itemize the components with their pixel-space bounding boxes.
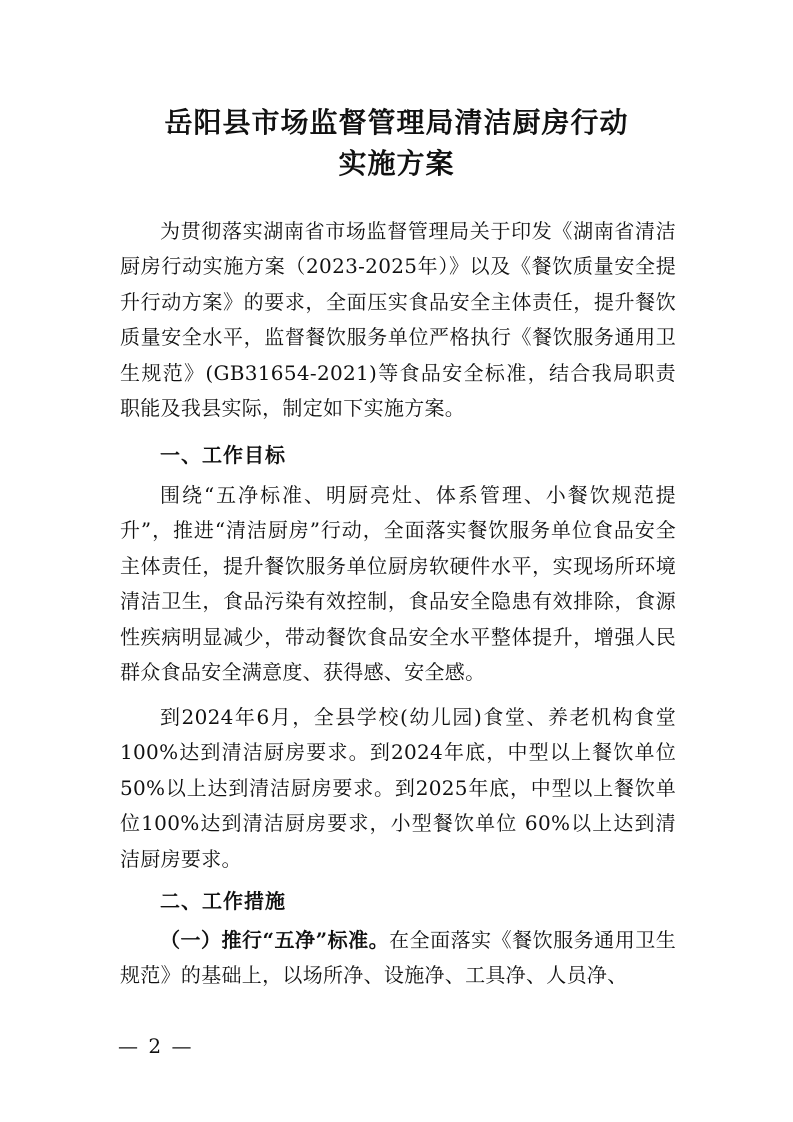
- section1-paragraph-targets: 到2024年6月，全县学校(幼儿园)食堂、养老机构食堂100%达到清洁厨房要求。到2024年底，中型以上餐饮单位50%以上达到清洁厨房要求。到2025年底，中型以上餐饮单位100%达到清洁厨房要求，小型餐饮单位 60%以上达到清洁厨房要求。: [120, 705, 676, 871]
- section2-item1-text: 在全面落实《餐饮服务通用卫生规范》的基础上，以场所净、设施净、工具净、人员净、: [120, 928, 677, 988]
- section1-paragraph-goals: 围绕“五净标准、明厨亮灶、体系管理、小餐饮规范提升”，推进“清洁厨房”行动，全面落实餐饮服务单位食品安全主体责任，提升餐饮服务单位厨房软硬件水平，实现场所环境清洁卫生，食品污染有效控制，食品安全隐患有效排除，食源性疾病明显减少，带动餐饮食品安全水平整体提升，增强人民群众食品安全满意度、获得感、安全感。: [120, 483, 676, 685]
- document-title-line2: 实施方案: [338, 147, 455, 180]
- section1-heading: 一、工作目标: [160, 443, 286, 467]
- intro-paragraph: 为贯彻落实湖南省市场监督管理局关于印发《湖南省清洁厨房行动实施方案（2023-2025年）》以及《餐饮质量安全提升行动方案》的要求，全面压实食品安全主体责任，提升餐饮质量安全水平，监督餐饮服务单位严格执行《餐饮服务通用卫生规范》(GB31654-2021)等食品安全标准，结合我局职责职能及我县实际，制定如下实施方案。: [120, 219, 676, 421]
- page-number: — 2 —: [118, 1034, 194, 1058]
- section2-heading: 二、工作措施: [160, 889, 286, 913]
- section2-item1-paragraph: [120, 923, 676, 994]
- section2-item1-lead: （一）推行“五净”标准。: [160, 928, 390, 952]
- document-title-line1: 岳阳县市场监督管理局清洁厨房行动: [164, 106, 629, 139]
